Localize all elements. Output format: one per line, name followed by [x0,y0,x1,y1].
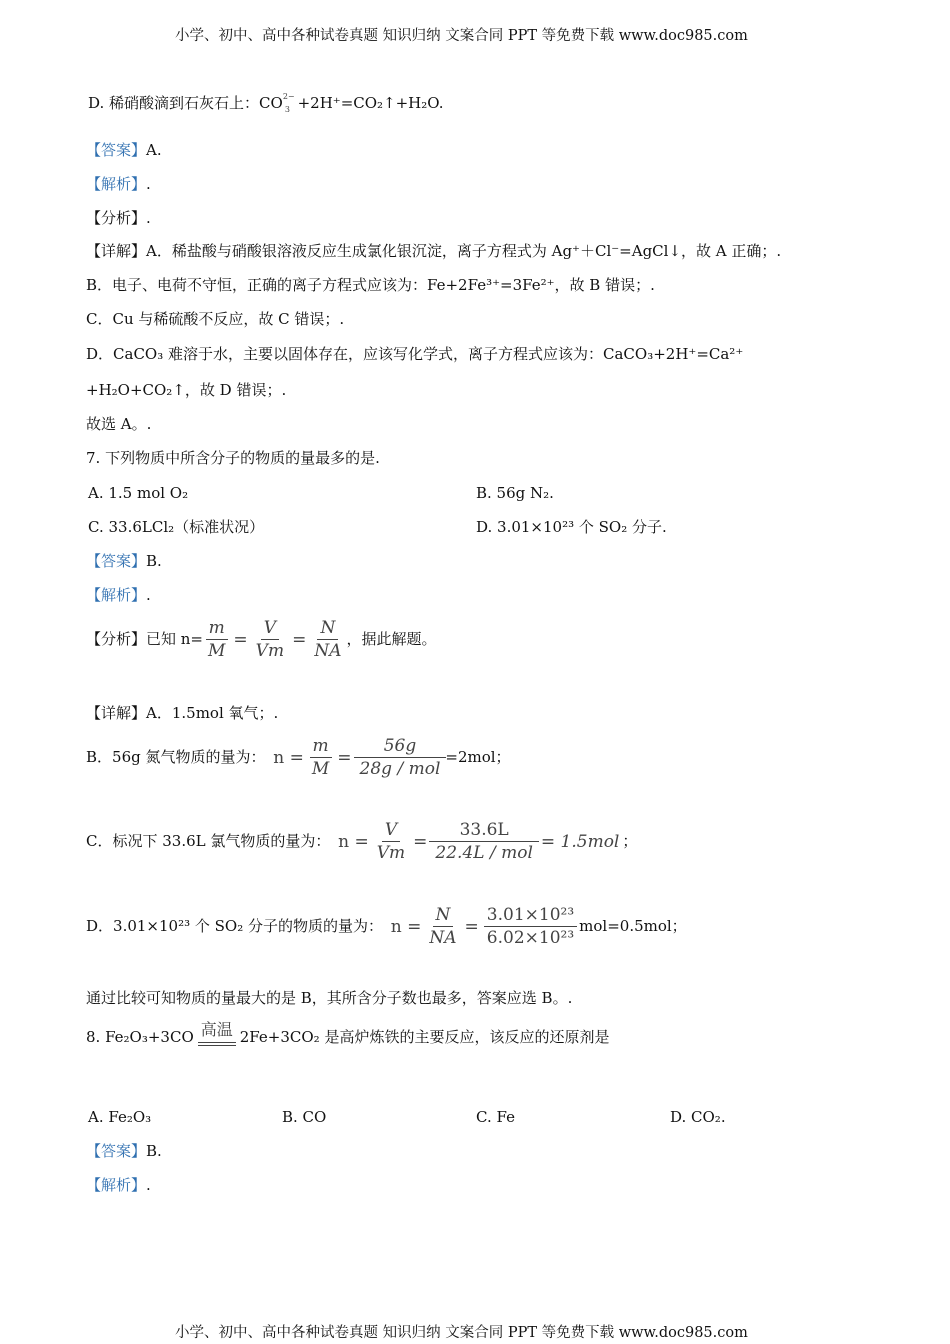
q7-detail-c: C．标况下 33.6L 氯气物质的量为： n = $\frac{V}{Vm}$ = $\frac{33.6L}{\text{22.4L / mol}}$ = 1.5mol ； [86,820,638,864]
q8-option-b: B. CO [282,1108,327,1126]
q7-conclusion: 通过比较可知物质的量最大的是 B，其所含分子数也最多，答案应选 B。. [86,989,573,1007]
q7-option-a: A. 1.5 mol O₂ [88,484,189,502]
q6-conclusion: 故选 A。. [86,415,152,433]
reaction-condition: 高温 [198,1022,236,1046]
q7-option-b: B. 56g N₂. [476,484,554,502]
q7-analysis: 【解析】. [86,586,151,604]
q7-option-d: D. 3.01×10²³ 个 SO₂ 分子. [476,518,667,536]
q8-option-d: D. CO₂. [670,1108,726,1126]
q7-detail-a: 【详解】A．1.5mol 氧气；. [86,704,279,722]
q6-detail-d-line1: D．CaCO₃ 难溶于水，主要以固体存在，应该写化学式，离子方程式应该为：CaCO₃+2H⁺=Ca²⁺ [86,345,744,363]
q8-stem: 8. Fe₂O₃+3CO 高温 2Fe+3CO₂ 是高炉炼铁的主要反应，该反应的还原剂是 [86,1020,610,1046]
formula-N-over-NA: $\frac{N}{NA}$ [314,618,342,662]
q7-answer: 【答案】B. [86,552,162,570]
q6-detail-b: B．电子、电荷不守恒，正确的离子方程式应该为：Fe+2Fe³⁺=3Fe²⁺，故 B 错误；. [86,276,655,294]
q7-fenxi: 【分析】已知 n= $\frac{m}{M}$ = $\frac{V}{Vm}$ = $\frac{N}{NA}$ ，据此解题。 [86,618,437,662]
q8-option-a: A. Fe₂O₃ [88,1108,152,1126]
page-footer: 小学、初中、高中各种试卷真题 知识归纳 文案合同 PPT 等免费下载 www.doc985.com [175,1325,748,1341]
formula-m-over-M: $\frac{m}{M}$ [205,618,228,662]
q7-stem: 7. 下列物质中所含分子的物质的量最多的是. [86,449,380,467]
q8-analysis: 【解析】. [86,1176,151,1194]
q7-detail-d: D．3.01×10²³ 个 SO₂ 分子的物质的量为： n = $\frac{N}{NA}$ = $\frac{\text{3.01×10²³}}{\text{6.02×10²³}}$ mol=0.5mol； [86,905,687,949]
q7-option-c: C. 33.6LCl₂（标准状况） [88,518,265,536]
q6-answer: 【答案】A. [86,141,162,159]
q8-answer: 【答案】B. [86,1142,162,1160]
page-header: 小学、初中、高中各种试卷真题 知识归纳 文案合同 PPT 等免费下载 www.doc985.com [175,28,748,44]
q6-detail-d-line2: +H₂O+CO₂↑，故 D 错误；. [86,381,287,399]
q6-detail-a: 【详解】A．稀盐酸与硝酸银溶液反应生成氯化银沉淀，离子方程式为 Ag⁺＋Cl⁻=AgCl↓，故 A 正确；. [86,242,782,260]
formula-V-over-Vm: $\frac{V}{Vm}$ [255,618,285,662]
q7-detail-b: B．56g 氮气物质的量为： n = $\frac{m}{M}$ = $\frac{56g}{\text{28g / mol}}$ =2mol； [86,736,511,780]
q6-analysis: 【解析】. [86,175,151,193]
q6-detail-c: C．Cu 与稀硫酸不反应，故 C 错误；. [86,310,345,328]
q8-option-c: C. Fe [476,1108,515,1126]
q6-fenxi: 【分析】. [86,209,151,227]
q6-option-d: D. 稀硝酸滴到石灰石上：CO 2− 3 +2H⁺=CO₂↑+H₂O. [88,92,444,114]
